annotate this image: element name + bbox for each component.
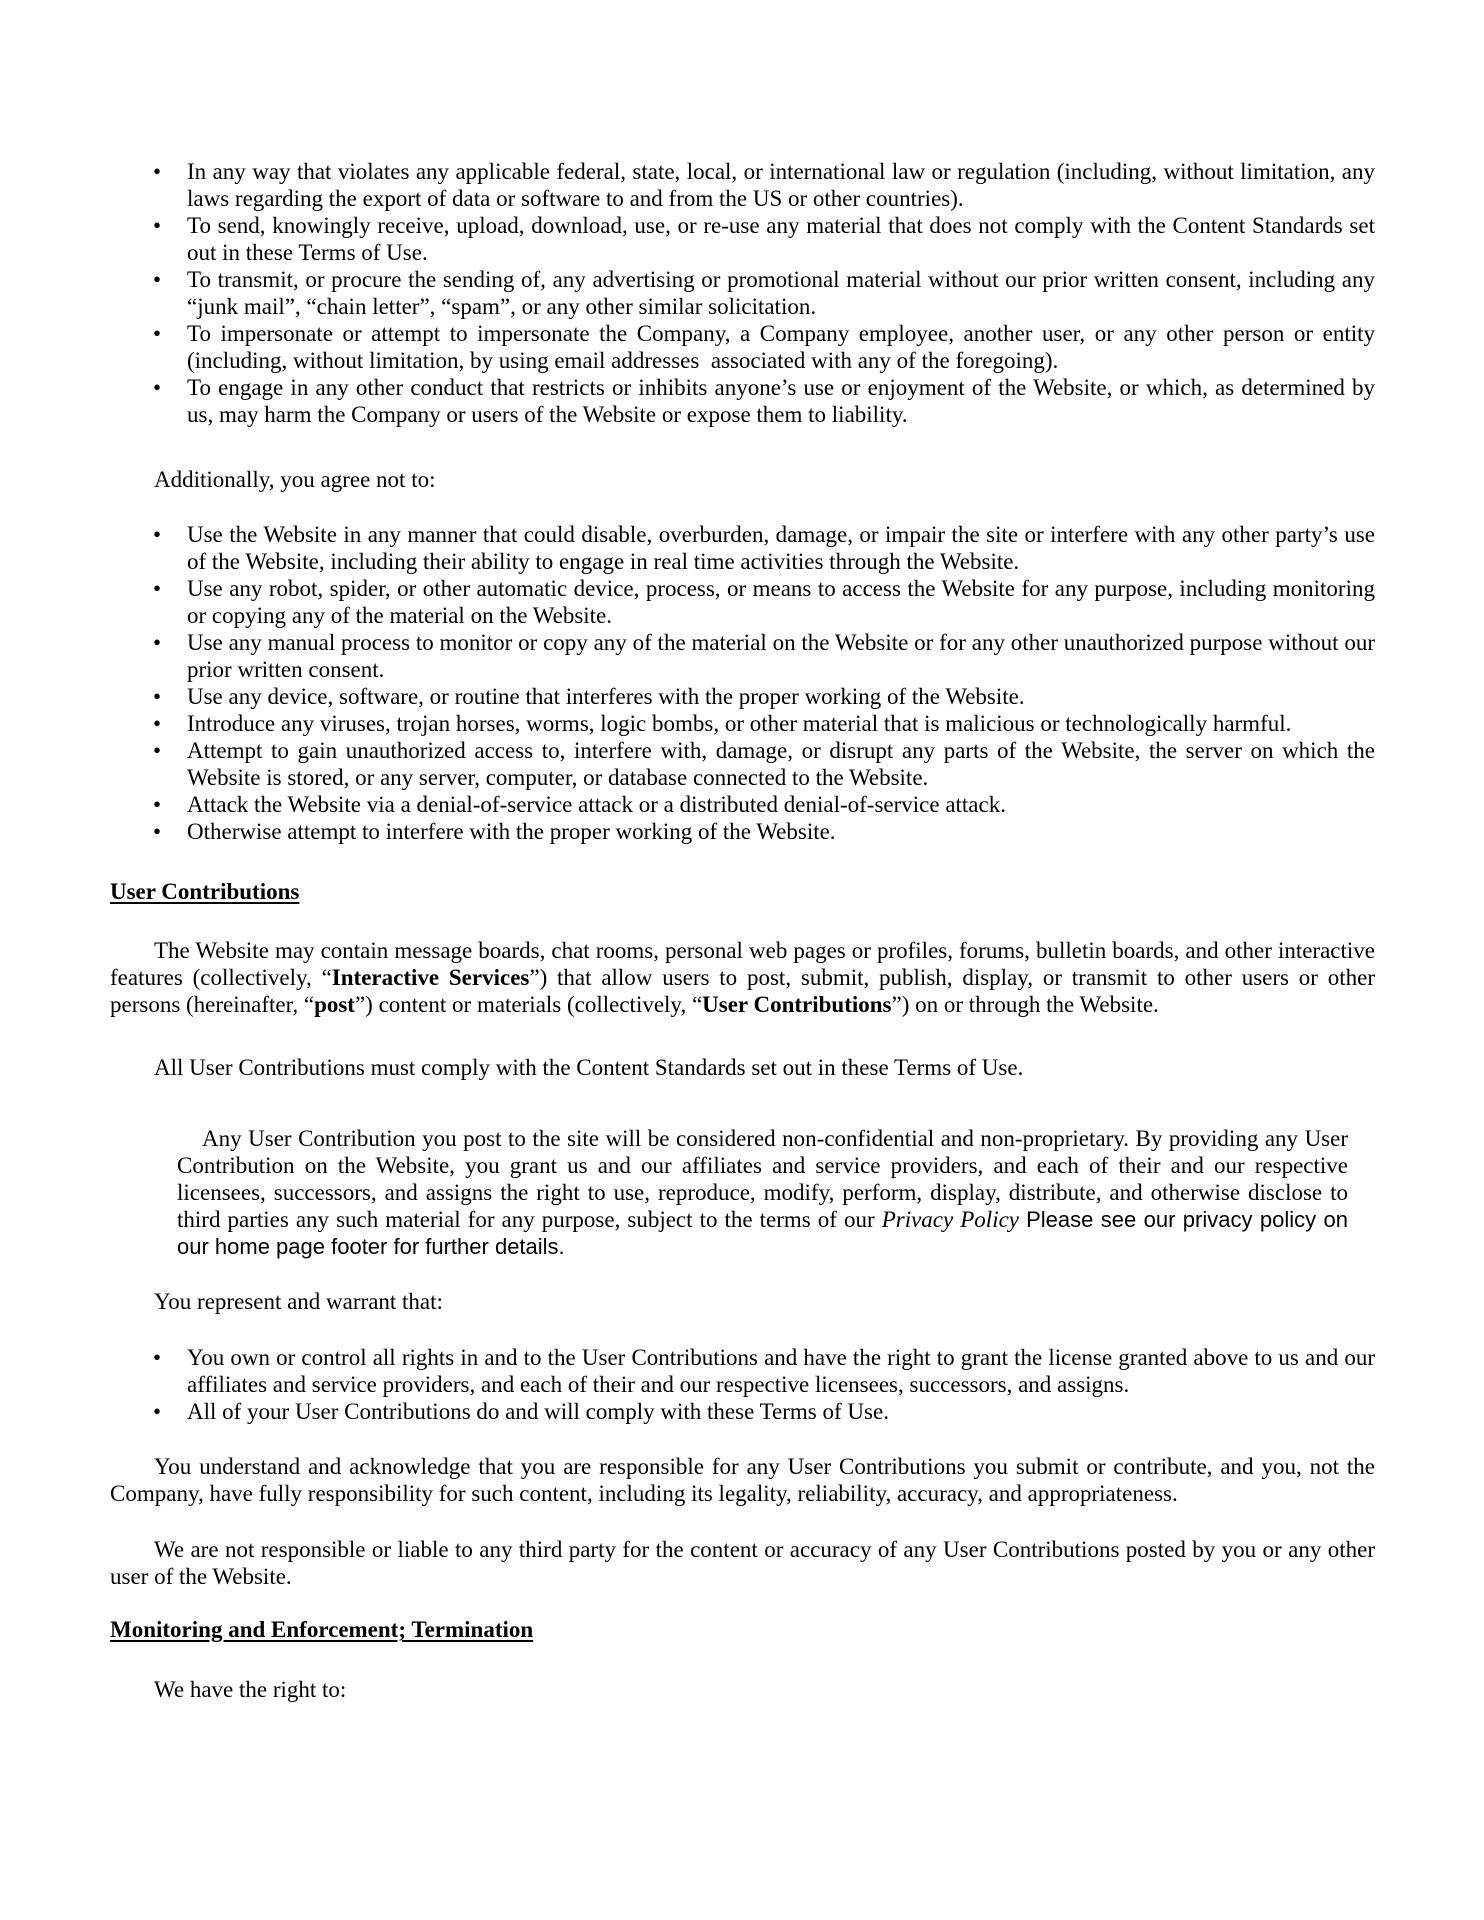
list-item: • Use any device, software, or routine that interferes with the proper working of the Website. bbox=[110, 683, 1375, 710]
list-item: • All of your User Contributions do and will comply with these Terms of Use. bbox=[110, 1398, 1375, 1425]
list-item: • Use any robot, spider, or other automatic device, process, or means to access the Website for any purpose, including monitoring or copying any of the material on the Website. bbox=[110, 575, 1375, 629]
text-segment bbox=[1019, 1207, 1026, 1232]
text-segment: ”) on or through the Website. bbox=[891, 992, 1159, 1017]
text-segment: Privacy Policy bbox=[881, 1207, 1020, 1232]
paragraph-additionally-agree: Additionally, you agree not to: bbox=[154, 467, 436, 492]
paragraph-website-may-contain bbox=[110, 937, 1375, 1018]
list-item: • Attempt to gain unauthorized access to, interfere with, damage, or disrupt any parts of the Website, the server on which the Website is stored, or any server, computer, or database connected to the Website. bbox=[110, 737, 1375, 791]
list-item: • Otherwise attempt to interfere with the proper working of the Website. bbox=[110, 818, 1375, 845]
list-item: • To engage in any other conduct that restricts or inhibits anyone’s use or enjoyment of the Website, or which, as determined by us, may harm the Company or users of the Website or expose them to liability. bbox=[110, 374, 1375, 428]
text-segment: ”) that allow users to post, submit, publish, display, or transmit to other users or other persons (hereinafter, “ bbox=[110, 965, 1375, 1017]
list-item: • Introduce any viruses, trojan horses, worms, logic bombs, or other material that is malicious or technologically harmful. bbox=[110, 710, 1375, 737]
list-item: • To send, knowingly receive, upload, download, use, or re-use any material that does not comply with the Content Standards set out in these Terms of Use. bbox=[110, 212, 1375, 266]
list-item: • In any way that violates any applicable federal, state, local, or international law or regulation (including, without limitation, any laws regarding the export of data or software to and from the US or other countries). bbox=[110, 158, 1375, 212]
text-segment: ”) content or materials (collectively, “ bbox=[354, 992, 703, 1017]
paragraph-any-user-contribution bbox=[177, 1125, 1348, 1260]
section-heading-monitoring-enforcement: Monitoring and Enforcement; Termination bbox=[110, 1617, 534, 1642]
list-item: • To impersonate or attempt to impersonate the Company, a Company employee, another user, or any other person or entity (including, without limitation, by using email addresses associated with any of the foregoing). bbox=[110, 320, 1375, 374]
paragraph-understand-acknowledge: You understand and acknowledge that you are responsible for any User Contributions you submit or contribute, and you, not the Company, have fully responsibility for such content, including its legality, reliability, accuracy, and appropriateness. bbox=[110, 1454, 1375, 1506]
paragraph-must-comply: All User Contributions must comply with the Content Standards set out in these Terms of Use. bbox=[154, 1055, 1024, 1080]
list-item: • To transmit, or procure the sending of, any advertising or promotional material without our prior written consent, including any “junk mail”, “chain letter”, “spam”, or any other similar solicitation. bbox=[110, 266, 1375, 320]
text-segment: Interactive Services bbox=[331, 965, 530, 990]
bullet-list-warranties bbox=[110, 1344, 1375, 1425]
text-segment: Any User Contribution you post to the site will be considered non-confidential and non-proprietary. By providing any User Contribution on the Website, you grant us and our affiliates and service providers, and each of their and our respective licensees, successors, and assigns the right to use, reproduce, modify, perform, display, distribute, and otherwise disclose to third parties any such material for any purpose, subject to the terms of our bbox=[177, 1126, 1348, 1232]
text-segment: Please see our privacy policy on our home page footer for further details. bbox=[177, 1207, 1349, 1259]
bullet-list-agree-not-to bbox=[110, 521, 1375, 845]
list-item: • Attack the Website via a denial-of-service attack or a distributed denial-of-service attack. bbox=[110, 791, 1375, 818]
text-segment: The Website may contain message boards, chat rooms, personal web pages or profiles, forums, bulletin boards, and other interactive features (collectively, “ bbox=[110, 938, 1375, 990]
bullet-list-prohibited-uses bbox=[110, 158, 1375, 428]
paragraph-not-responsible: We are not responsible or liable to any third party for the content or accuracy of any User Contributions posted by you or any other user of the Website. bbox=[110, 1537, 1375, 1589]
section-heading-user-contributions: User Contributions bbox=[110, 879, 300, 904]
list-item: • Use any manual process to monitor or copy any of the material on the Website or for any other unauthorized purpose without our prior written consent. bbox=[110, 629, 1375, 683]
text-segment: post bbox=[314, 992, 355, 1017]
text-segment: User Contributions bbox=[702, 992, 892, 1017]
paragraph-we-have-right: We have the right to: bbox=[154, 1677, 347, 1702]
list-item: • You own or control all rights in and to the User Contributions and have the right to grant the license granted above to us and our affiliates and service providers, and each of their and our respective licensees, successors, and assigns. bbox=[110, 1344, 1375, 1398]
paragraph-represent-warrant: You represent and warrant that: bbox=[154, 1289, 443, 1314]
list-item: • Use the Website in any manner that could disable, overburden, damage, or impair the site or interfere with any other party’s use of the Website, including their ability to engage in real time activities through the Website. bbox=[110, 521, 1375, 575]
